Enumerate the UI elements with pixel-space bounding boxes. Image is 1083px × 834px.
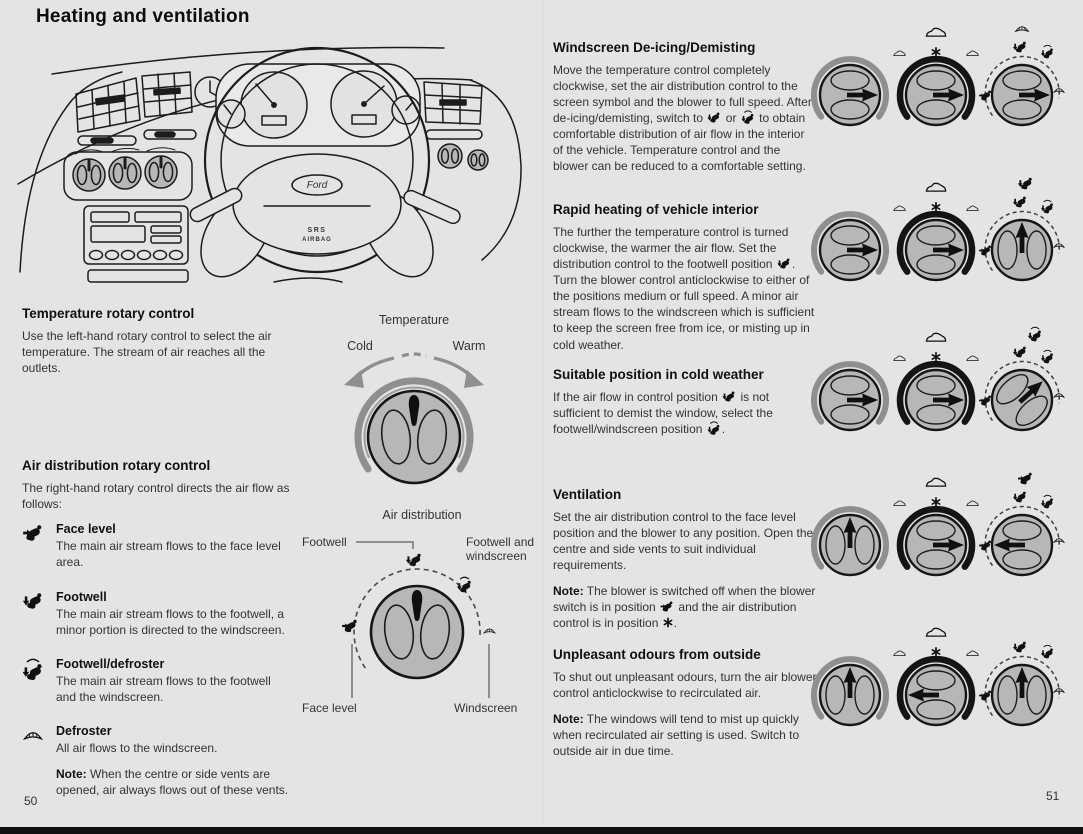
settings-row-ventilation xyxy=(807,471,1065,601)
scan-edge-bar xyxy=(0,827,1083,834)
temperature-knob xyxy=(807,621,893,751)
settings-row-unpleasant-odours xyxy=(807,621,1065,751)
section-cold-weather xyxy=(553,367,817,447)
section-heading: Windscreen De-icing/Demisting xyxy=(553,40,756,55)
air-distribution-knob xyxy=(371,586,463,678)
footwell-icon xyxy=(406,554,421,567)
left-column xyxy=(22,306,294,817)
section-deicing xyxy=(553,40,817,185)
section-body: Set the air distribution control to the face level position and the blower to any position. Open the centre and side vents to suit individual requirements. xyxy=(553,510,814,573)
air-distribution-diagram xyxy=(286,502,548,722)
temperature-diagram-title: Temperature xyxy=(378,313,450,327)
dashboard-illustration xyxy=(12,34,532,290)
settings-row-rapid-heating xyxy=(807,176,1065,306)
section-ventilation xyxy=(553,487,817,642)
distribution-diagram-title: Air distribution xyxy=(382,508,462,522)
warm-label: Warm xyxy=(452,339,486,353)
distribution-knob xyxy=(979,621,1065,751)
section-body: The further the temperature control is turned clockwise, the warmer the air flow. Set the distribution control to the footwell position . Turn the blower control anticlockwise to either of the positions medium or full speed. A minor air stream flows to the windscreen which is sufficient to keep the screen free from ice, or misting up in cold weather. xyxy=(553,225,815,352)
item-title: Footwell xyxy=(56,589,107,604)
section-body: If the air flow in control position is not sufficient to demist the window, select the footwell/windscreen position . xyxy=(553,390,773,437)
left-page-number: 50 xyxy=(24,794,38,808)
temperature-knob xyxy=(807,176,893,306)
section-body: To shut out unpleasant odours, turn the air blower control anticlockwise to recirculated air. xyxy=(553,670,817,701)
distribution-section-heading: Air distribution rotary control xyxy=(22,458,211,474)
face-level-icon xyxy=(659,600,675,613)
blower-knob xyxy=(893,621,979,751)
distribution-knob xyxy=(979,326,1065,456)
distribution-knob xyxy=(979,176,1065,306)
footwell-icon xyxy=(776,257,792,270)
temperature-knob xyxy=(807,471,893,601)
cold-arrow xyxy=(344,370,364,388)
srs-label: SRS xyxy=(307,227,327,234)
section-heading: Suitable position in cold weather xyxy=(553,367,764,382)
defroster-icon xyxy=(484,629,495,633)
warm-arrow xyxy=(464,370,484,388)
footwell-defroster-icon xyxy=(740,110,756,125)
blower-knob xyxy=(893,471,979,601)
footwell-icon xyxy=(721,390,737,403)
face-level-label: Face level xyxy=(302,701,357,715)
item-title: Footwell/defroster xyxy=(56,656,165,671)
section-odours xyxy=(553,647,817,769)
airbag-label: AIRBAG xyxy=(302,237,332,243)
footwell-windscreen-label-1: Footwell and xyxy=(466,535,535,549)
distribution-knob xyxy=(979,21,1065,151)
list-item xyxy=(22,657,294,715)
page-title: Heating and ventilation xyxy=(36,6,250,27)
section-note: Note: The windows will tend to mist up quickly when recirculated air setting is used. Switch to outside air in due time. xyxy=(553,712,800,759)
footwell-label: Footwell xyxy=(302,535,347,549)
temperature-knob xyxy=(368,391,460,483)
distribution-knob xyxy=(979,471,1065,601)
right-page-number: 51 xyxy=(1046,789,1060,803)
footwell-icon xyxy=(22,590,56,648)
list-item xyxy=(22,522,294,580)
settings-row-windscreen-deicing xyxy=(807,21,1065,151)
item-body: All air flows to the windscreen. xyxy=(56,740,218,755)
face-level-icon xyxy=(22,522,56,580)
list-item xyxy=(22,590,294,648)
section-heading: Ventilation xyxy=(553,487,622,502)
footwell-defroster-icon xyxy=(457,577,471,592)
temperature-knob xyxy=(807,326,893,456)
list-item xyxy=(22,724,294,808)
temperature-knob xyxy=(807,21,893,151)
blower-knob xyxy=(893,176,979,306)
ford-logo: Ford xyxy=(306,180,328,191)
settings-row-cold-weather xyxy=(807,326,1065,456)
cold-label: Cold xyxy=(347,339,373,353)
footwell-icon xyxy=(706,111,722,124)
item-body: The main air stream flows to the footwell, a minor portion is directed to the windscreen. xyxy=(56,606,285,637)
footwell-defroster-icon xyxy=(706,421,722,436)
temperature-diagram xyxy=(322,308,507,503)
blower-knob xyxy=(893,326,979,456)
settings-dial-rows xyxy=(807,0,1069,834)
page-seam xyxy=(542,0,543,834)
section-rapid-heating xyxy=(553,202,817,363)
temperature-section-heading: Temperature rotary control xyxy=(22,306,195,321)
item-body: The main air stream flows to the face level area. xyxy=(56,539,281,570)
item-body: The main air stream flows to the footwell and the windscreen. xyxy=(56,673,271,704)
fan-icon xyxy=(662,616,674,629)
section-body: Move the temperature control completely clockwise, set the air distribution control to the screen symbol and the blower to full speed. After de-icing/demisting, switch to or to obtain comfortable distribution of air flow in the interior of the vehicle. Temperature control and the blower can be reduced to a comfortable setting. xyxy=(553,63,812,174)
temperature-section-body: Use the left-hand rotary control to select the air temperature. The stream of air reaches all the outlets. xyxy=(22,329,272,376)
section-heading: Rapid heating of vehicle interior xyxy=(553,202,759,217)
windscreen-label: Windscreen xyxy=(454,701,518,715)
footwell-defroster-icon xyxy=(22,657,56,715)
footwell-windscreen-label-2: windscreen xyxy=(466,549,527,563)
section-note: Note: The blower is switched off when the blower switch is in position and the air distribution control is in position . xyxy=(553,584,816,631)
vents-note: Note: When the centre or side vents are opened, air always flows out of these vents. xyxy=(56,766,289,798)
item-title: Face level xyxy=(56,522,116,537)
blower-knob xyxy=(893,21,979,151)
section-heading: Unpleasant odours from outside xyxy=(553,647,761,662)
distribution-section-intro: The right-hand rotary control directs the air flow as follows: xyxy=(22,481,290,512)
item-title: Defroster xyxy=(56,723,112,738)
